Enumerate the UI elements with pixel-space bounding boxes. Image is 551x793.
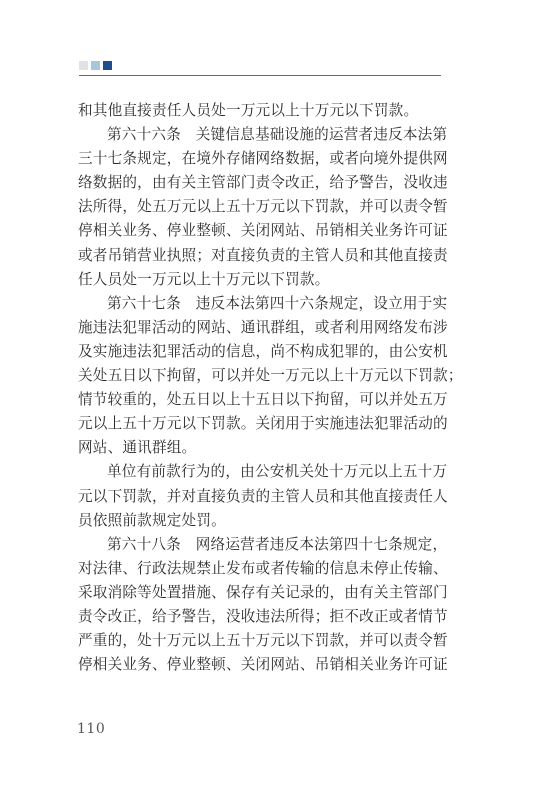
text-line: 元以下罚款，并对直接负责的主管人员和其他直接责任人 [78, 487, 448, 505]
text-line: 元以上五十万元以下罚款。关闭用于实施违法犯罪活动的 [78, 415, 448, 433]
header-square-dark [103, 61, 112, 70]
text-line: 及实施违法犯罪活动的信息，尚不构成犯罪的，由公安机 [78, 342, 448, 360]
header-square-light [79, 61, 88, 70]
text-line: 法所得，处五万元以上五十万元以下罚款，并可以责令暂 [78, 198, 448, 216]
text-line: 情节较重的，处五日以上十五日以下拘留，可以并处五万 [78, 391, 448, 409]
text-line: 络数据的，由有关主管部门责令改正，给予警告，没收违 [78, 174, 448, 192]
text-line: 对法律、行政法规禁止发布或者传输的信息未停止传输、 [78, 559, 448, 577]
text-line: 关处五日以下拘留，可以并处一万元以上十万元以下罚款； [78, 367, 463, 385]
text-line: 采取消除等处置措施、保存有关记录的，由有关主管部门 [78, 583, 448, 601]
text-line-paragraph: 单位有前款行为的，由公安机关处十万元以上五十万 [107, 463, 448, 481]
body-text [78, 99, 463, 677]
header-square-medium [91, 61, 100, 70]
text-line: 施违法犯罪活动的网站、通讯群组，或者利用网络发布涉 [78, 318, 448, 336]
text-line: 和其他直接责任人员处一万元以上十万元以下罚款。 [78, 102, 419, 119]
text-line-article-66: 第六十六条 关键信息基础设施的运营者违反本法第 [107, 126, 448, 144]
text-line: 任人员处一万元以上十万元以下罚款。 [78, 270, 330, 288]
text-line: 严重的，处十万元以上五十万元以下罚款，并可以责令暂 [78, 632, 448, 650]
header-decoration [79, 61, 112, 70]
text-line: 或者吊销营业执照；对直接负责的主管人员和其他直接责 [78, 246, 448, 264]
text-line: 停相关业务、停业整顿、关闭网站、吊销相关业务许可证 [78, 222, 448, 240]
text-line-article-68: 第六十八条 网络运营者违反本法第四十七条规定， [107, 535, 448, 553]
text-line: 责令改正，给予警告，没收违法所得；拒不改正或者情节 [78, 607, 448, 625]
text-line: 员依照前款规定处罚。 [78, 511, 226, 529]
page-number: 110 [77, 721, 106, 737]
text-line: 网站、通讯群组。 [78, 439, 197, 457]
text-line: 停相关业务、停业整顿、关闭网站、吊销相关业务许可证 [78, 656, 448, 674]
text-line-article-67: 第六十七条 违反本法第四十六条规定，设立用于实 [107, 294, 448, 312]
header-rule [79, 75, 441, 76]
text-line: 三十七条规定，在境外存储网络数据，或者向境外提供网 [78, 150, 448, 168]
